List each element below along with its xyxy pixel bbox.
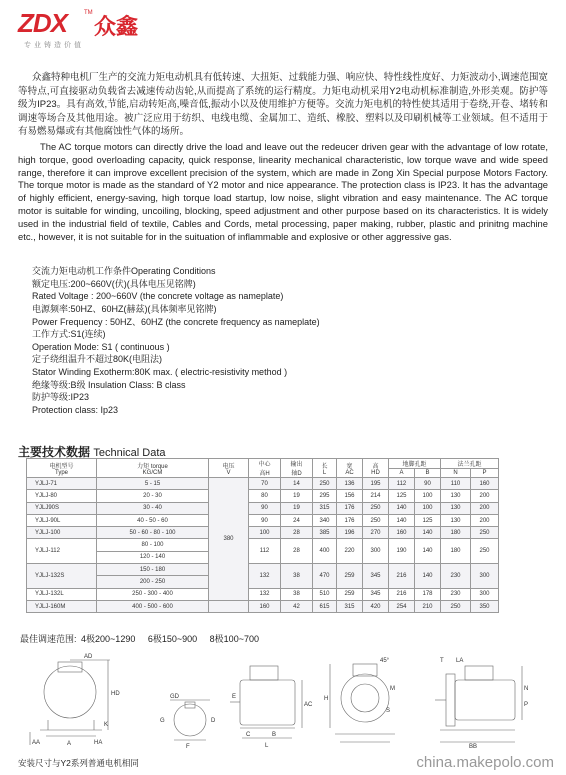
label-g: G: [160, 718, 165, 724]
table-row: YJLJ-132S 150 - 180 132 38 470 259 345 216 140 230 300: [27, 564, 499, 576]
footnote: 安装尺寸与Y2系列普通电机相同: [18, 758, 139, 768]
company-logo: [18, 8, 188, 54]
label-k: K: [104, 722, 109, 728]
speed-4-pole: 4极200~1290: [81, 634, 136, 644]
operating-conditions: [32, 265, 512, 417]
label-b: B: [272, 732, 277, 738]
table-row: YJLJ-71 5 - 15 380 70 14 250 136 195 112 90 110 160: [27, 478, 499, 490]
label-la: LA: [456, 658, 464, 664]
label-aa: AA: [32, 740, 41, 746]
speed-8-pole: 8极100~700: [209, 634, 259, 644]
table-row: YJLJ-112 80 - 100 112 28 400 220 300 190 140 180 250: [27, 539, 499, 551]
watermark: china.makepolo.com: [416, 754, 554, 771]
label-p: P: [524, 702, 529, 708]
table-row: 200 - 250: [27, 576, 499, 588]
logo-slogan: 专业铸造价值: [24, 42, 84, 49]
table-row: YJLJ-90L 40 - 50 - 60 90 24 340 176 250 140 125 130 200: [27, 514, 499, 526]
logo-trademark: TM: [84, 10, 93, 16]
label-ha: HA: [94, 740, 103, 746]
intro-paragraph-english: The AC torque motors can directly drive the load and leave out the redeucer driven gear with the advantage of low rotate, high torque, good overloading capacity, quick response, linearity mechanical characteristic, low torque wave and wide speed range, therefore it can improve excellent precision of the system, which are made in Zong Xin Special purpose Motors Factory. The torque motor is made as the standard of Y2 motor and nice appearance. The protection class is IP23. It has the advantage of highly efficient, energy-saving, high torque load startup, low noise, slight vibration and easy maintenance. The AC torque motor is suitable for winding, uncoiling, blocking, speed adjustment and other purpose based on its characteristics. It is widely used in the industrial field of textile, Cables and Cords, metal processing, paper making, rubber, plastic and prinitng machine etc., however, it is not suitable for in the suituation of inflammable and explosive or other aggressive gas.: [18, 141, 548, 242]
ops-line: 交流力矩电动机工作条件Operating Conditions: [32, 266, 216, 276]
header-p: P: [471, 469, 499, 478]
label-e: E: [232, 694, 237, 700]
label-f: F: [186, 744, 190, 750]
label-c: C: [246, 732, 251, 738]
voltage-cell: 380: [209, 478, 249, 601]
header-voltage: 电压 V: [209, 459, 249, 478]
intro-paragraph-chinese: 众鑫特种电机厂生产的交流力矩电动机具有低转速、大扭矩、过载能力强、响应快、特性线性度好、力矩波动小,调速范围宽等特点,可直接驱动负载省去减速传动齿轮,从而提高了系统的运行精度。力矩电动机采用Y2电动机标准制造,外形美观。防护等级为IP23。具有高效,节能,启动转矩高,噪音低,振动小以及使用维护方便等。交流力矩电机的特性使其适用于卷绕,开卷、堵转和调速等场合及其他用途。被广泛应用于纺织、电线电缆、金属加工、造纸、橡胶、塑料以及印刷机械等工业领域。但不适用于有易燃易爆或有其他腐蚀性气体的场所。: [18, 72, 548, 138]
drawing-side-view: [230, 666, 302, 738]
table-row: YJLJ-80 20 - 30 80 19 295 156 214 125 100 130 200: [27, 490, 499, 502]
header-type: 电机型号 Type: [27, 459, 97, 478]
header-flange-hole: 法兰孔距: [441, 459, 499, 469]
ops-line: Operation Mode: S1 ( continuous ): [32, 341, 170, 352]
label-bb: BB: [469, 744, 478, 750]
label-s: S: [386, 708, 391, 714]
ops-line: 电源频率:50HZ、60HZ(赫兹)(具体频率见铭牌): [32, 303, 217, 314]
table-row: YJLJ-160M 400 - 500 - 600 160 42 615 315 420 254 210 250 350: [27, 600, 499, 612]
label-d: D: [211, 718, 216, 724]
label-h: H: [324, 696, 329, 702]
header-width: 宽 AC: [337, 459, 363, 478]
ops-line: Power Frequency : 50HZ、60HZ (the concrete frequency as nameplate): [32, 316, 320, 327]
drawing-flange-side: [435, 666, 522, 742]
header-shaft: 输出 轴D: [281, 459, 313, 478]
drawing-front-view: [30, 660, 110, 745]
label-t: T: [440, 658, 444, 664]
ops-line: Rated Voltage : 200~660V (the concrete voltage as nameplate): [32, 291, 284, 302]
label-m: M: [390, 686, 395, 692]
header-n: N: [441, 469, 471, 478]
label-gd: GD: [170, 694, 179, 700]
logo-mark: ZDX: [18, 8, 67, 38]
drawing-shaft-end: [170, 700, 210, 740]
technical-data-table: [26, 458, 499, 613]
ops-line: 定子绕组温升不超过80K(电阻法): [32, 354, 163, 365]
label-l: L: [265, 743, 269, 749]
label-ac: AC: [304, 702, 313, 708]
speed-range: [20, 632, 269, 645]
speed-label: 最佳调速范围:: [20, 634, 77, 644]
header-a: A: [389, 469, 415, 478]
ops-line: 工作方式:S1(连续): [32, 329, 106, 340]
voltage-cell-last: [209, 600, 249, 612]
ops-line: 绝缘等级:B级 Insulation Class: B class: [32, 379, 186, 390]
ops-line: 额定电压:200~660V(伏)(具体电压见铭牌): [32, 278, 196, 289]
ops-line: 防护等级:IP23: [32, 392, 90, 403]
section-title-cn: 主要技术数据: [18, 445, 91, 459]
header-center-height: 中心 高H: [249, 459, 281, 478]
drawing-flange-front: [330, 664, 395, 742]
label-hd: HD: [111, 691, 120, 697]
label-45: 45°: [380, 658, 390, 664]
logo-chinese-name: 众鑫: [94, 14, 139, 39]
section-title-en: Technical Data: [93, 447, 166, 459]
header-foot-hole: 地脚孔距: [389, 459, 441, 469]
ops-line: Stator Winding Exotherm:80K max. ( electric-resistivity method ): [32, 367, 288, 378]
table-row: YJLJ-100 50 - 60 - 80 - 100 100 28 385 196 270 160 140 180 250: [27, 527, 499, 539]
label-a: A: [67, 741, 72, 747]
header-b: B: [415, 469, 441, 478]
header-torque: 力矩 torque KG/CM: [97, 459, 209, 478]
table-row: 120 - 140: [27, 551, 499, 563]
table-row: YJLJ-132L 250 - 300 - 400 132 38 510 259 345 216 178 230 300: [27, 588, 499, 600]
ops-line: Protection class: Ip23: [32, 405, 119, 416]
label-ad: AD: [84, 654, 93, 660]
table-row: YJLJ90S 30 - 40 90 19 315 176 250 140 100 130 200: [27, 502, 499, 514]
label-n: N: [524, 686, 529, 692]
speed-6-pole: 6极150~900: [147, 634, 198, 644]
header-height: 高 HD: [363, 459, 389, 478]
dimension-drawings: [10, 650, 560, 755]
header-length: 长 L: [313, 459, 337, 478]
